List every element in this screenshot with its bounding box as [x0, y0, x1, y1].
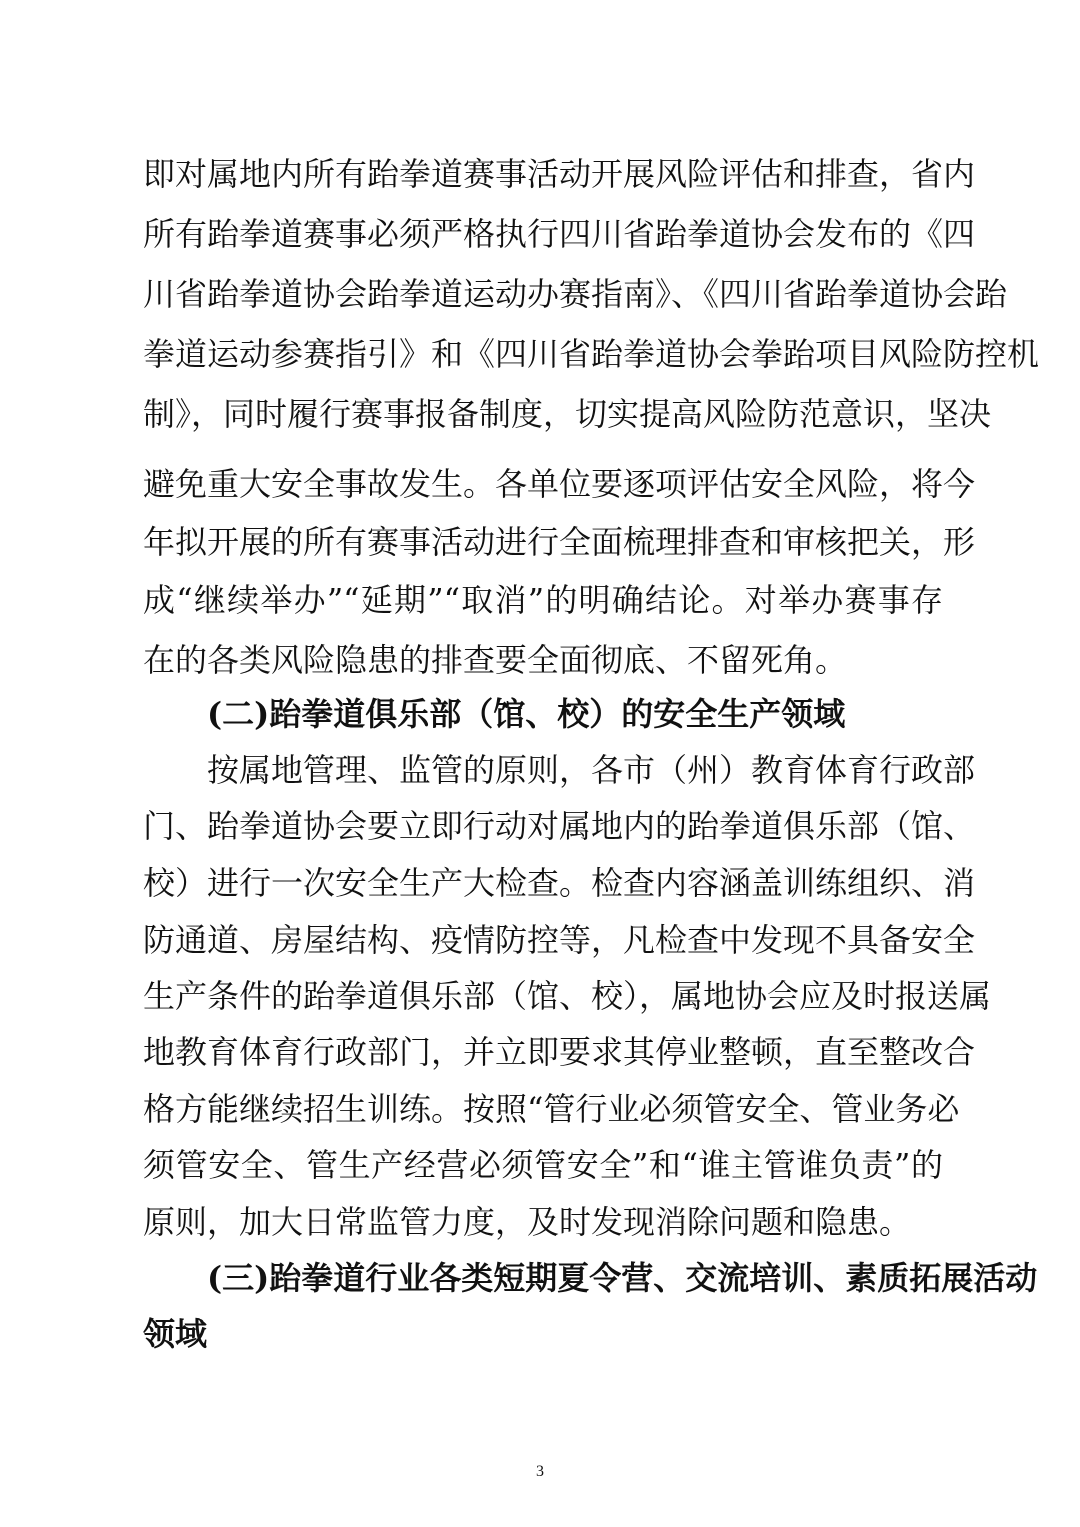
text-line: 生产条件的跆拳道俱乐部（馆、校），属地协会应及时报送属 [143, 977, 992, 1015]
text-line: 校）进行一次安全生产大检查。检查内容涵盖训练组织、消 [143, 864, 976, 902]
text-line: 在的各类风险隐患的排查要全面彻底、不留死角。 [143, 641, 848, 679]
text-line: 成“继续举办”“延期”“取消”的明确结论。对举办赛事存 [143, 581, 943, 619]
text-line: 门、跆拳道协会要立即行动对属地内的跆拳道俱乐部（馆、 [143, 807, 976, 845]
text-line: 地教育体育行政部门，并立即要求其停业整顿，直至整改合 [143, 1033, 976, 1071]
text-line: 格方能继续招生训练。按照“管行业必须管安全、管业务必 [143, 1090, 960, 1128]
text-line: 原则，加大日常监管力度，及时发现消除问题和隐患。 [143, 1203, 912, 1241]
section-heading-continued: 领域 [143, 1315, 208, 1353]
text-line: 拳道运动参赛指引》和《四川省跆拳道协会拳跆项目风险防控机 [143, 335, 1040, 373]
text-line: 年拟开展的所有赛事活动进行全面梳理排查和审核把关，形 [143, 523, 976, 561]
section-heading: (三)跆拳道行业各类短期夏令营、交流培训、素质拓展活动 [207, 1259, 1038, 1297]
text-line: 防通道、房屋结构、疫情防控等，凡检查中发现不具备安全 [143, 921, 976, 959]
text-line: 所有跆拳道赛事必须严格执行四川省跆拳道协会发布的《四 [143, 215, 976, 253]
text-line: 须管安全、管生产经营必须管安全”和“谁主管谁负责”的 [143, 1146, 943, 1184]
page-number: 3 [536, 1463, 544, 1480]
text-line: 即对属地内所有跆拳道赛事活动开展风险评估和排查，省内 [143, 155, 976, 193]
text-line: 避免重大安全事故发生。各单位要逐项评估安全风险，将今 [143, 465, 976, 503]
text-line: 川省跆拳道协会跆拳道运动办赛指南》、《四川省跆拳道协会跆 [143, 275, 1008, 313]
text-line: 按属地管理、监管的原则，各市（州）教育体育行政部 [207, 751, 976, 789]
section-heading: (二)跆拳道俱乐部（馆、校）的安全生产领域 [207, 695, 846, 733]
text-line: 制》，同时履行赛事报备制度，切实提高风险防范意识，坚决 [143, 395, 992, 433]
